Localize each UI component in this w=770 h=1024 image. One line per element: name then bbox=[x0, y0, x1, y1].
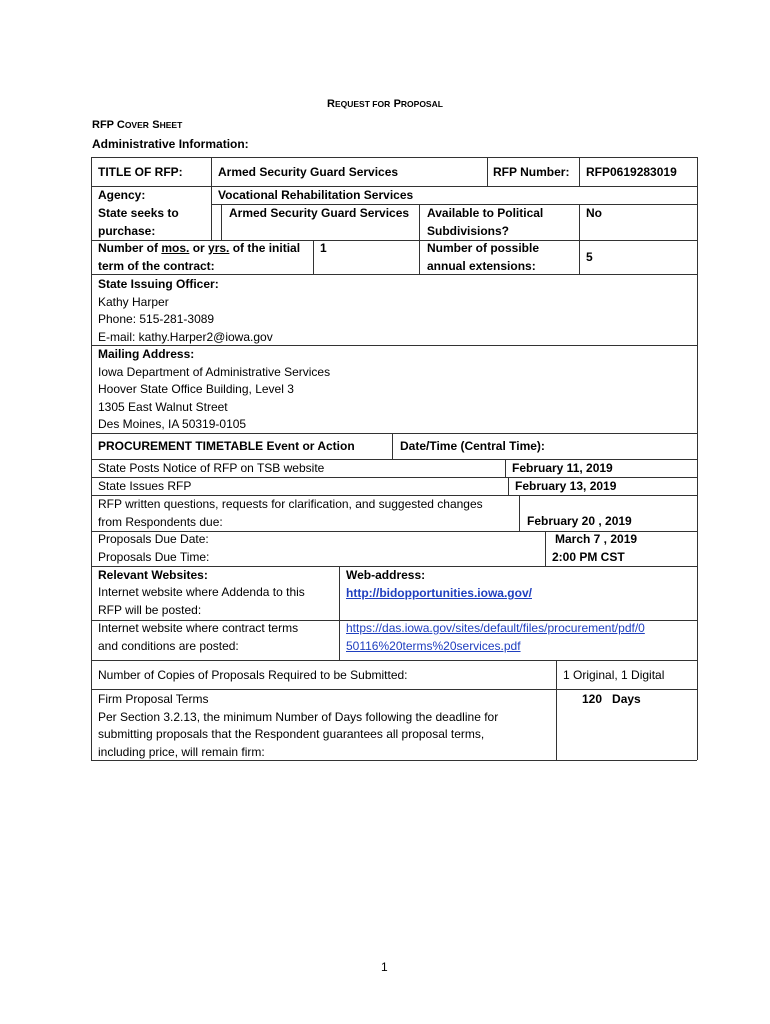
firm-terms-description bbox=[98, 691, 498, 761]
seeks-label bbox=[98, 205, 179, 240]
date-proposals-due-date: March 7 , 2019 bbox=[555, 532, 638, 546]
event-posts-notice: State Posts Notice of RFP on TSB website bbox=[98, 461, 325, 475]
timetable-heading: PROCUREMENT TIMETABLE Event or Action bbox=[98, 439, 355, 453]
cover-bold: RFP C bbox=[92, 119, 125, 131]
officer-name: Kathy Harper bbox=[98, 294, 169, 309]
terms-link-line2[interactable]: 50116%20terms%20services.pdf bbox=[346, 638, 521, 653]
document-title bbox=[327, 96, 443, 110]
term-label-line2: term of the contract: bbox=[98, 258, 215, 273]
officer-heading: State Issuing Officer: bbox=[98, 277, 219, 291]
term-value: 1 bbox=[320, 241, 327, 255]
rfp-number-value: RFP0619283019 bbox=[586, 165, 677, 179]
term-label-line1 bbox=[98, 240, 300, 258]
event-issues-rfp: State Issues RFP bbox=[98, 479, 192, 493]
title-cap-1: R bbox=[327, 98, 335, 110]
title-of-rfp-label: TITLE OF RFP: bbox=[98, 165, 183, 179]
title-small-1: EQUEST FOR bbox=[334, 99, 391, 109]
political-label-line1: Available to Political bbox=[427, 206, 544, 220]
political-value: No bbox=[586, 206, 602, 220]
extensions-label-line1: Number of possible bbox=[427, 241, 540, 255]
mailing-line4: Des Moines, IA 50319-0105 bbox=[98, 417, 247, 431]
firm-days-value: 120 Days bbox=[582, 692, 641, 706]
terms-description bbox=[98, 620, 298, 655]
websites-heading: Relevant Websites: bbox=[98, 568, 208, 582]
terms-line1: Internet website where contract terms bbox=[98, 621, 299, 635]
seeks-label-line1: State seeks to bbox=[98, 206, 179, 220]
terms-link[interactable] bbox=[346, 620, 645, 655]
webaddress-heading: Web-address: bbox=[346, 568, 426, 582]
issuing-officer-block bbox=[98, 276, 273, 346]
extensions-label bbox=[427, 240, 539, 275]
event-questions-line2: from Respondents due: bbox=[98, 514, 223, 529]
date-proposals-due bbox=[552, 531, 637, 566]
firm-line2: Per Section 3.2.13, the minimum Number of Days following the deadline for bbox=[98, 709, 499, 724]
terms-link-line1[interactable]: https://das.iowa.gov/sites/default/files/procurement/pdf/0 bbox=[346, 621, 645, 635]
cover-small-2: HEET bbox=[159, 120, 183, 130]
title-small-2: ROPOSAL bbox=[400, 99, 443, 109]
term-label-post: of the initial bbox=[229, 241, 301, 255]
addenda-line1: Internet website where Addenda to this bbox=[98, 585, 305, 599]
event-proposals-due-date: Proposals Due Date: bbox=[98, 532, 209, 546]
term-label-pre: Number of bbox=[98, 241, 162, 255]
event-proposals-due-time: Proposals Due Time: bbox=[98, 549, 210, 564]
term-label-mos: mos. bbox=[161, 241, 190, 255]
term-label-yrs: yrs. bbox=[208, 241, 230, 255]
political-label-line2: Subdivisions? bbox=[427, 223, 510, 238]
firm-line1: Firm Proposal Terms bbox=[98, 692, 209, 706]
mailing-line2: Hoover State Office Building, Level 3 bbox=[98, 382, 294, 396]
officer-phone: Phone: 515-281-3089 bbox=[98, 312, 215, 326]
addenda-description bbox=[98, 584, 305, 619]
page-number: 1 bbox=[381, 960, 388, 974]
firm-line3: submitting proposals that the Respondent guarantees all proposal terms, bbox=[98, 727, 485, 741]
event-questions bbox=[98, 496, 483, 531]
extensions-label-line2: annual extensions: bbox=[427, 258, 536, 273]
copies-value: 1 Original, 1 Digital bbox=[563, 668, 665, 682]
event-proposals-due bbox=[98, 531, 209, 566]
officer-email: E-mail: kathy.Harper2@iowa.gov bbox=[98, 329, 273, 344]
firm-line4: including price, will remain firm: bbox=[98, 744, 265, 759]
terms-line2: and conditions are posted: bbox=[98, 638, 239, 653]
mailing-line3: 1305 East Walnut Street bbox=[98, 399, 228, 414]
extensions-value: 5 bbox=[586, 250, 593, 264]
term-label bbox=[98, 240, 300, 275]
term-label-or: or bbox=[189, 241, 209, 255]
seeks-label-line2: purchase: bbox=[98, 223, 156, 238]
seeks-value: Armed Security Guard Services bbox=[229, 206, 410, 220]
mailing-heading: Mailing Address: bbox=[98, 347, 195, 361]
title-of-rfp-value: Armed Security Guard Services bbox=[218, 165, 399, 179]
timetable-datetime-heading: Date/Time (Central Time): bbox=[400, 439, 545, 453]
cover-small-1: OVER bbox=[124, 120, 149, 130]
political-label bbox=[427, 205, 543, 240]
addenda-line2: RFP will be posted: bbox=[98, 602, 202, 617]
date-posts-notice: February 11, 2019 bbox=[512, 461, 613, 475]
mailing-address-block bbox=[98, 346, 330, 434]
event-questions-line1: RFP written questions, requests for clarification, and suggested changes bbox=[98, 497, 483, 511]
date-issues-rfp: February 13, 2019 bbox=[515, 479, 617, 493]
agency-label: Agency: bbox=[98, 188, 146, 202]
mailing-line1: Iowa Department of Administrative Services bbox=[98, 364, 331, 379]
copies-label: Number of Copies of Proposals Required to be Submitted: bbox=[98, 668, 408, 682]
date-proposals-due-time: 2:00 PM CST bbox=[552, 549, 625, 564]
cover-sheet-heading bbox=[92, 117, 182, 131]
date-questions: February 20 , 2019 bbox=[527, 514, 632, 528]
cover-cap: S bbox=[152, 119, 160, 131]
admin-info-heading: Administrative Information: bbox=[92, 137, 249, 151]
rfp-number-label: RFP Number: bbox=[493, 165, 570, 179]
agency-value: Vocational Rehabilitation Services bbox=[218, 188, 414, 202]
addenda-link[interactable]: http://bidopportunities.iowa.gov/ bbox=[346, 586, 532, 600]
title-cap-2: P bbox=[393, 98, 401, 110]
